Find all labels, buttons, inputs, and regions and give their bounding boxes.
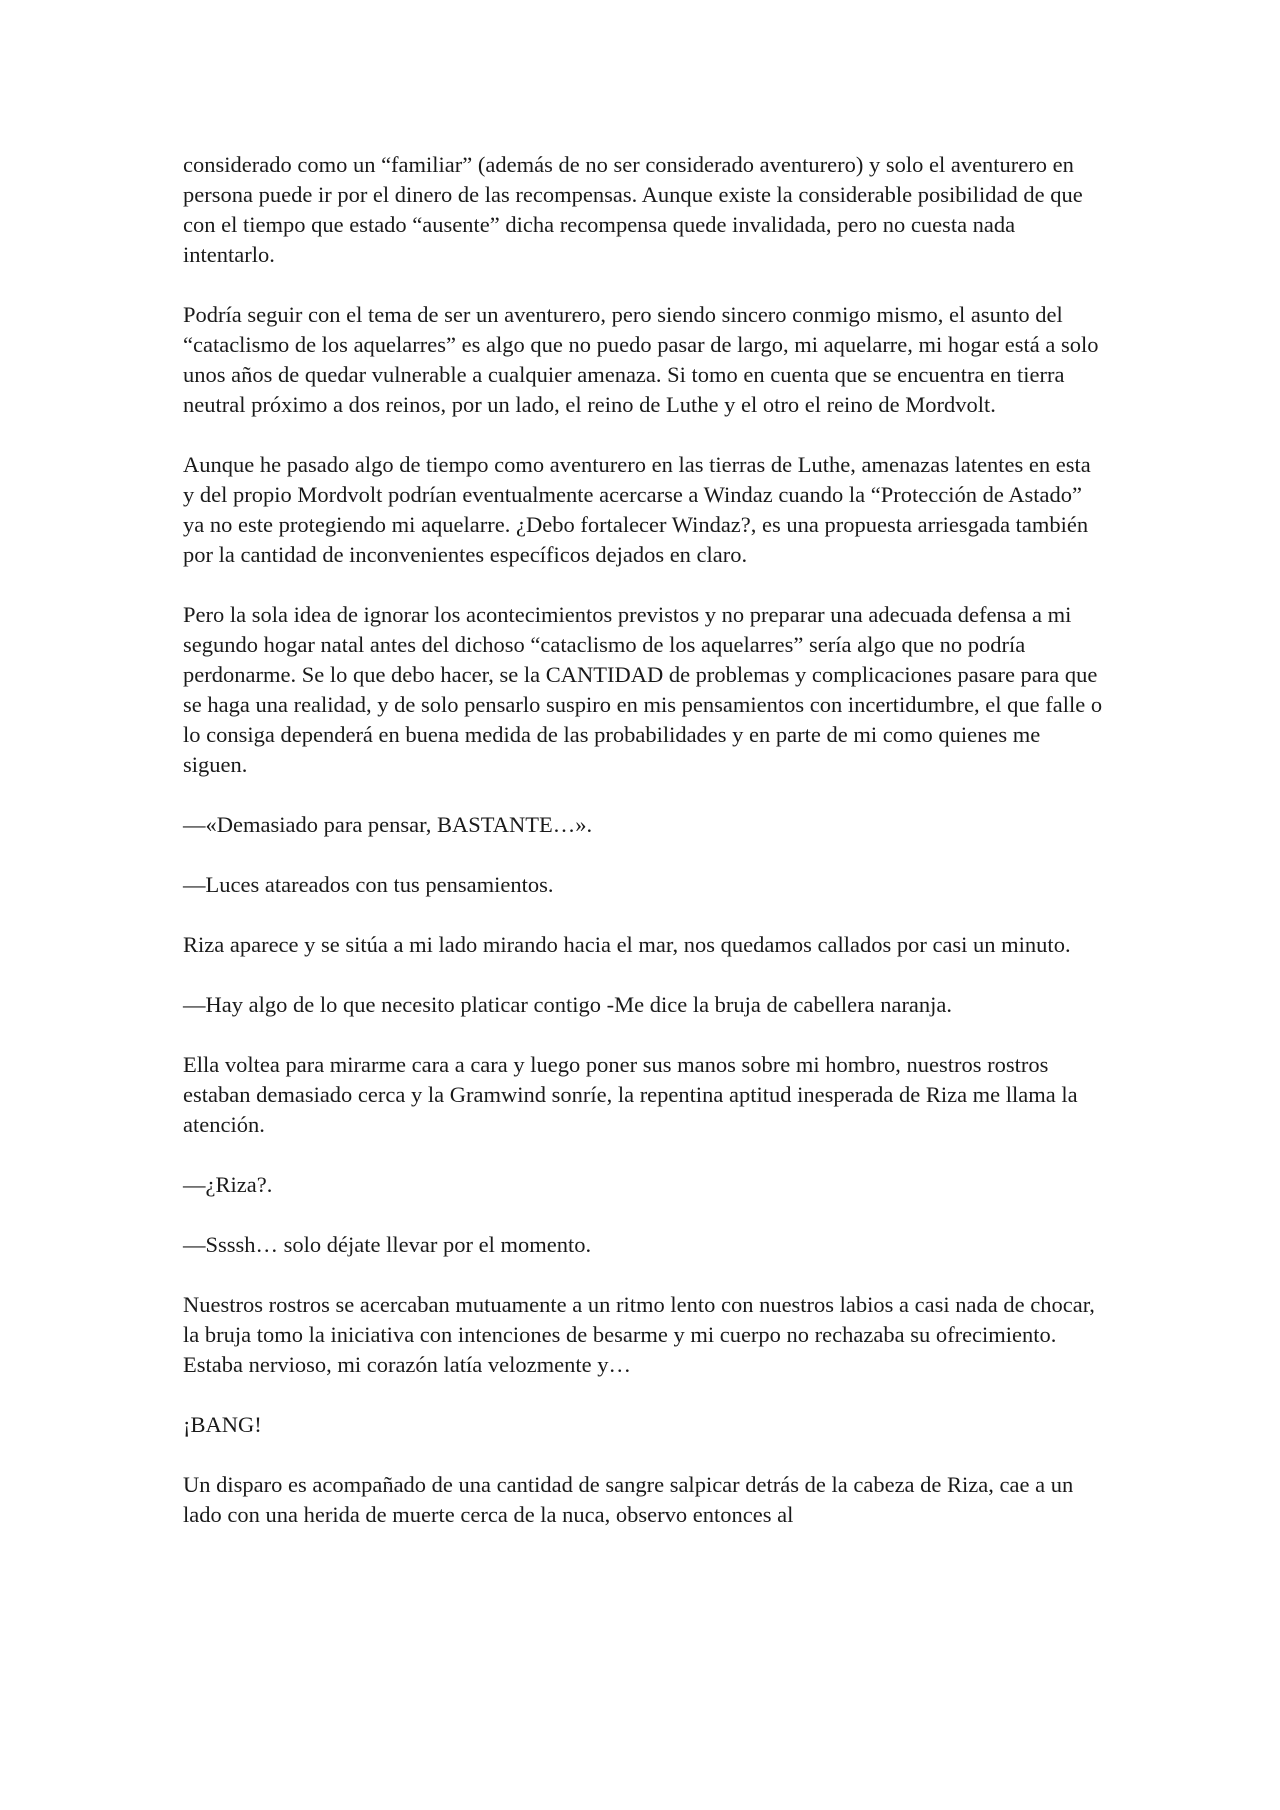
dialogue-line: —¿Riza?. — [183, 1172, 273, 1197]
paragraph: Un disparo es acompañado de una cantidad de sangre salpicar detrás de la cabeza de Riza, cae a un lado con una herida de muerte cerca de la nuca, observo entonces al — [183, 1472, 1074, 1527]
document-body — [183, 150, 1103, 1560]
paragraph: Riza aparece y se sitúa a mi lado mirando hacia el mar, nos quedamos callados por casi un minuto. — [183, 932, 1071, 957]
dialogue-line: —Hay algo de lo que necesito platicar contigo -Me dice la bruja de cabellera naranja. — [183, 992, 953, 1017]
dialogue-line: —Luces atareados con tus pensamientos. — [183, 872, 554, 897]
sound-effect-line: ¡BANG! — [183, 1412, 262, 1437]
paragraph: considerado como un “familiar” (además de no ser considerado aventurero) y solo el aventurero en persona puede ir por el dinero de las recompensas. Aunque existe la considerable posibilidad de que con el tiempo que estado “ausente” dicha recompensa quede invalidada, pero no cuesta nada intentarlo. — [183, 152, 1083, 267]
paragraph: Ella voltea para mirarme cara a cara y luego poner sus manos sobre mi hombro, nuestros rostros estaban demasiado cerca y la Gramwind sonríe, la repentina aptitud inesperada de Riza me llama la atención. — [183, 1052, 1078, 1137]
paragraph: Aunque he pasado algo de tiempo como aventurero en las tierras de Luthe, amenazas latentes en esta y del propio Mordvolt podrían eventualmente acercarse a Windaz cuando la “Protección de Astado” ya no este protegiendo mi aquelarre. ¿Debo fortalecer Windaz?, es una propuesta arriesgada también por la cantidad de inconvenientes específicos dejados en claro. — [183, 452, 1091, 567]
dialogue-line: —«Demasiado para pensar, BASTANTE…». — [183, 812, 593, 837]
paragraph: Pero la sola idea de ignorar los acontecimientos previstos y no preparar una adecuada defensa a mi segundo hogar natal antes del dichoso “cataclismo de los aquelarres” sería algo que no podría perdonarme. Se lo que debo hacer, se la CANTIDAD de problemas y complicaciones pasare para que se haga una realidad, y de solo pensarlo suspiro en mis pensamientos con incertidumbre, el que falle o lo consiga dependerá en buena medida de las probabilidades y en parte de mi como quienes me siguen. — [183, 602, 1103, 777]
paragraph: Podría seguir con el tema de ser un aventurero, pero siendo sincero conmigo mismo, el asunto del “cataclismo de los aquelarres” es algo que no puedo pasar de largo, mi aquelarre, mi hogar está a solo unos años de quedar vulnerable a cualquier amenaza. Si tomo en cuenta que se encuentra en tierra neutral próximo a dos reinos, por un lado, el reino de Luthe y el otro el reino de Mordvolt. — [183, 302, 1099, 417]
dialogue-line: —Ssssh… solo déjate llevar por el momento. — [183, 1232, 592, 1257]
paragraph: Nuestros rostros se acercaban mutuamente a un ritmo lento con nuestros labios a casi nada de chocar, la bruja tomo la iniciativa con intenciones de besarme y mi cuerpo no rechazaba su ofrecimiento. Estaba nervioso, mi corazón latía velozmente y… — [183, 1292, 1095, 1377]
